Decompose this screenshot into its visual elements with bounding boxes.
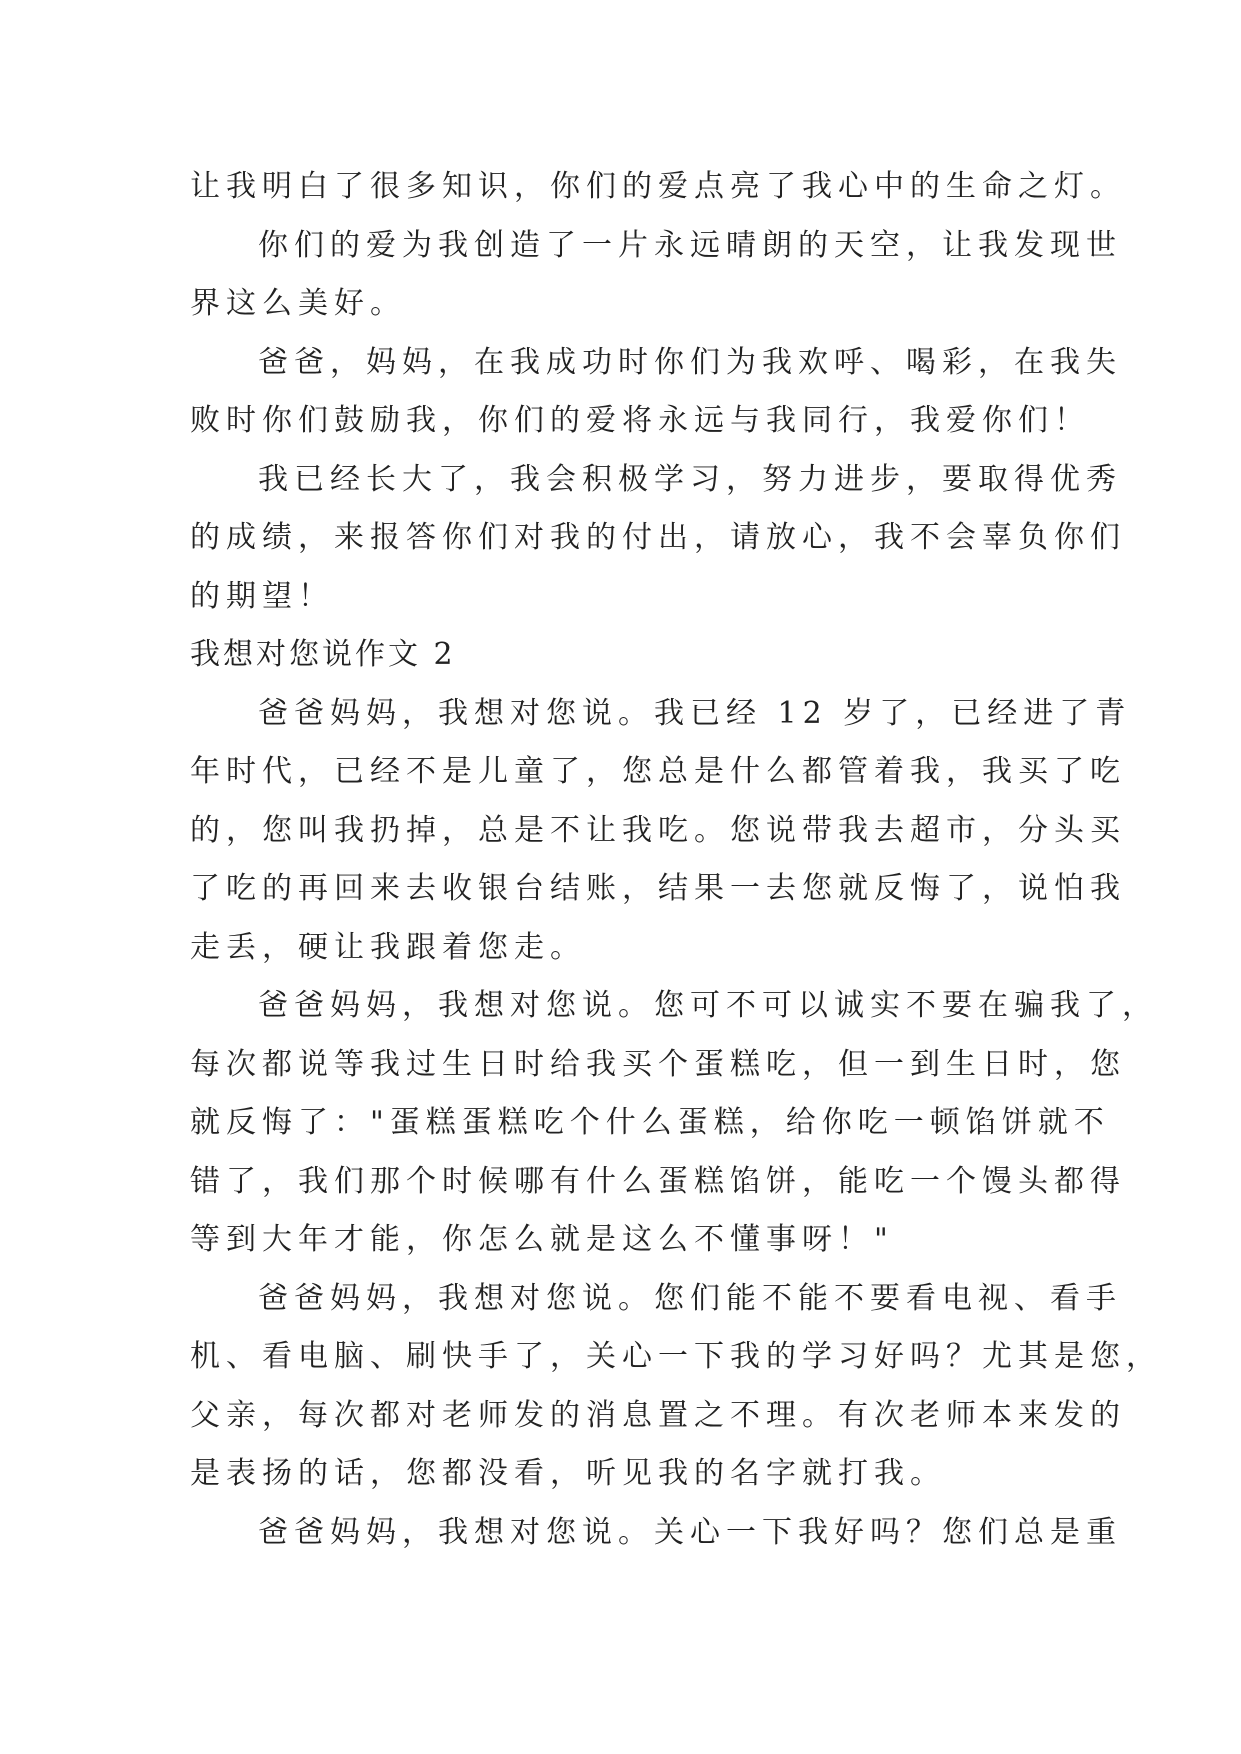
paragraph-start-line: 你们的爱为我创造了一片永远晴朗的天空，让我发现世 — [258, 227, 1122, 263]
text-line: 每次都说等我过生日时给我买个蛋糕吃，但一到生日时，您 — [190, 1046, 1126, 1082]
paragraph-start-line: 爸爸妈妈，我想对您说。我已经 12 岁了，已经进了青 — [258, 695, 1132, 731]
paragraph-start-line: 我已经长大了，我会积极学习，努力进步，要取得优秀 — [258, 461, 1122, 497]
text-line: 了吃的再回来去收银台结账，结果一去您就反悔了，说怕我 — [190, 871, 1126, 906]
text-line: 机、看电脑、刷快手了，关心一下我的学习好吗？尤其是您， — [190, 1339, 1162, 1374]
text-line: 的，您叫我扔掉，总是不让我吃。您说带我去超市，分头买 — [190, 812, 1126, 848]
paragraph-start-line: 爸爸妈妈，我想对您说。您可不可以诚实不要在骗我了， — [258, 988, 1158, 1023]
text-line: 界这么美好。 — [190, 286, 406, 321]
section-heading: 我想对您说作文 2 — [190, 637, 456, 672]
paragraph-start-line: 爸爸妈妈，我想对您说。您们能不能不要看电视、看手 — [258, 1280, 1122, 1316]
text-line: 是表扬的话，您都没看，听见我的名字就打我。 — [190, 1456, 946, 1491]
text-line: 的成绩，来报答你们对我的付出，请放心，我不会辜负你们 — [190, 520, 1126, 555]
paragraph-start-line: 爸爸，妈妈，在我成功时你们为我欢呼、喝彩，在我失 — [258, 344, 1122, 380]
text-line: 父亲，每次都对老师发的消息置之不理。有次老师本来发的 — [190, 1397, 1126, 1433]
document-body — [190, 158, 1162, 1562]
text-line: 错了，我们那个时候哪有什么蛋糕馅饼，能吃一个馒头都得 — [190, 1163, 1126, 1199]
text-line: 让我明白了很多知识，你们的爱点亮了我心中的生命之灯。 — [190, 169, 1126, 204]
text-line: 就反悔了："蛋糕蛋糕吃个什么蛋糕，给你吃一顿馅饼就不 — [190, 1105, 1110, 1140]
text-line: 年时代，已经不是儿童了，您总是什么都管着我，我买了吃 — [190, 754, 1126, 789]
paragraph-start-line: 爸爸妈妈，我想对您说。关心一下我好吗？您们总是重 — [258, 1514, 1122, 1550]
text-line: 等到大年才能，你怎么就是这么不懂事呀！" — [190, 1222, 894, 1257]
text-line: 走丢，硬让我跟着您走。 — [190, 929, 586, 965]
text-line: 败时你们鼓励我，你们的爱将永远与我同行，我爱你们！ — [190, 403, 1090, 438]
text-line: 的期望！ — [190, 578, 334, 614]
